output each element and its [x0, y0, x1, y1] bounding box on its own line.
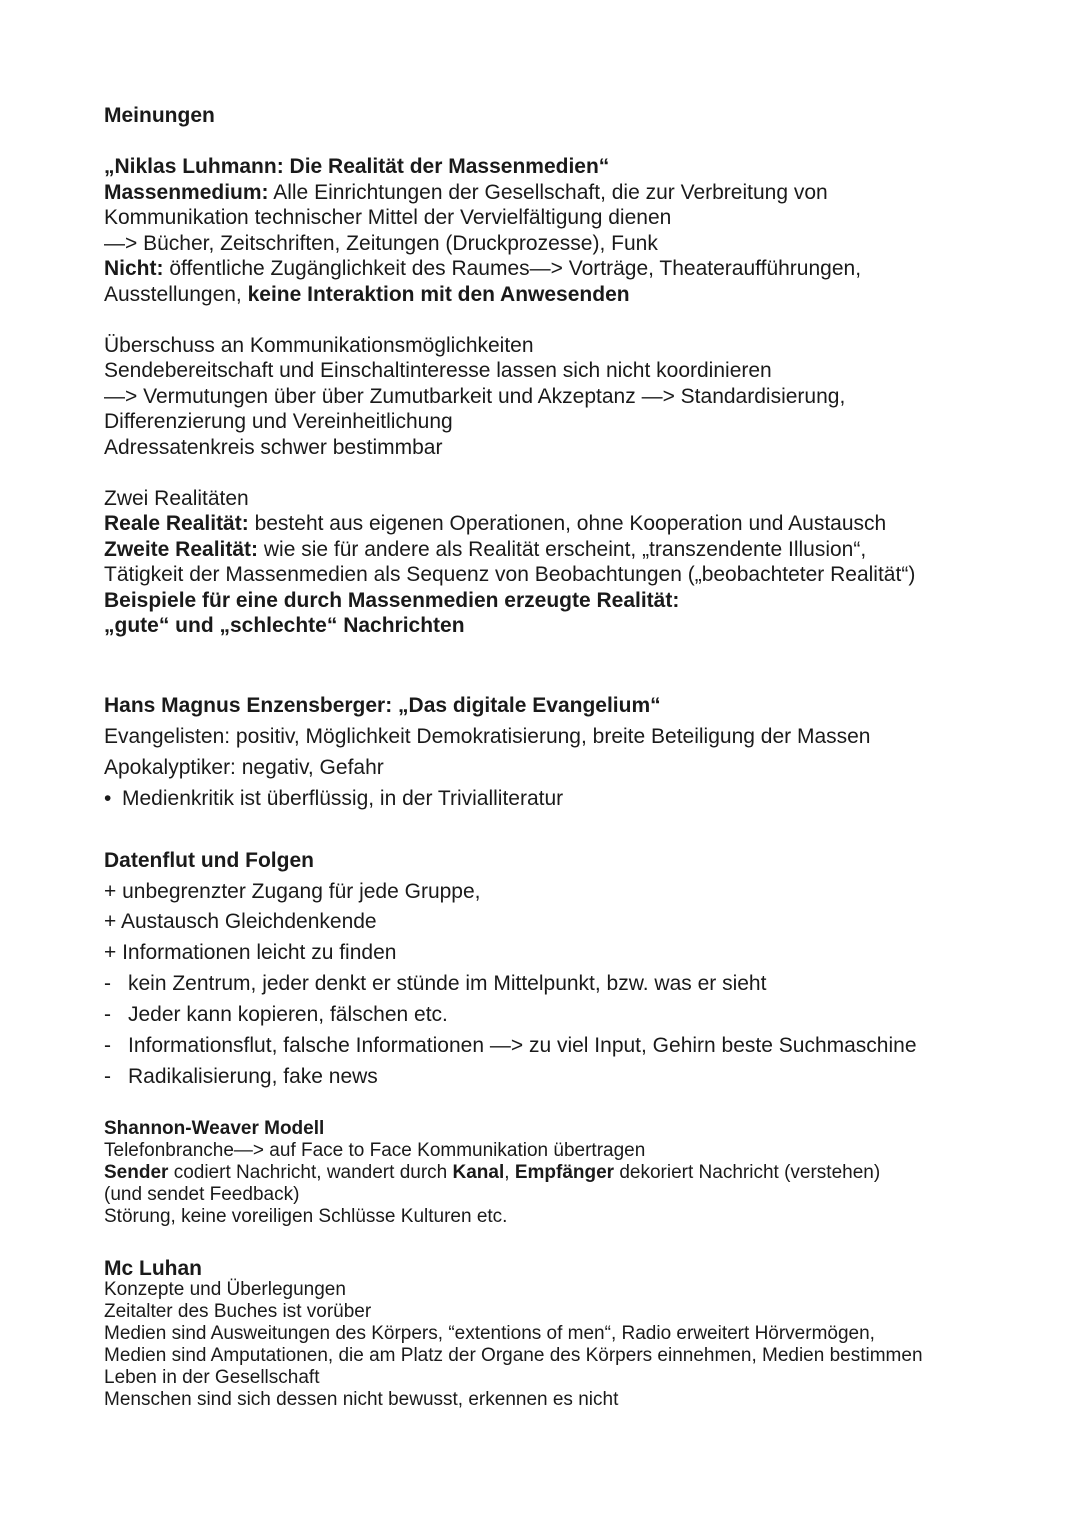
shannon-sender-line — [104, 1162, 880, 1184]
paragraph-line: Überschuss an Kommunikationsmöglichkeiten — [104, 334, 534, 357]
reale-realitaet-text: besteht aus eigenen Operationen, ohne Kooperation und Austausch — [248, 512, 887, 535]
shannon-text: codiert Nachricht, wandert durch — [168, 1162, 453, 1183]
plus-item: + Austausch Gleichdenkende — [104, 910, 377, 933]
zwei-realitaeten: Zwei Realitäten — [104, 487, 249, 510]
mcluhan-line: Leben in der Gesellschaft — [104, 1367, 320, 1388]
reale-realitaet — [104, 511, 886, 537]
minus-text: Informationsflut, falsche Informationen —> zu viel Input, Gehirn beste Suchmaschine — [128, 1034, 917, 1057]
shannon-title: Shannon-Weaver Modell — [104, 1118, 325, 1139]
nicht-line — [104, 256, 861, 282]
kanal-label: Kanal — [452, 1162, 505, 1183]
shannon-text: , — [504, 1162, 515, 1183]
page-heading: Meinungen — [104, 104, 215, 127]
minus-item — [104, 1030, 917, 1061]
shannon-line: (und sendet Feedback) — [104, 1184, 300, 1205]
massenmedium-label: Massenmedium: — [104, 181, 269, 204]
zweite-realitaet-label: Zweite Realität: — [104, 538, 259, 561]
massenmedium-definition — [104, 180, 828, 206]
sender-label: Sender — [104, 1162, 169, 1183]
nicht-text: öffentliche Zugänglichkeit des Raumes—> Vorträge, Theateraufführungen, — [163, 257, 862, 280]
mcluhan-line: Medien sind Amputationen, die am Platz der Organe des Körpers einnehmen, Medien bestimmen — [104, 1345, 923, 1366]
minus-text: kein Zentrum, jeder denkt er stünde im Mittelpunkt, bzw. was er sieht — [128, 972, 767, 995]
minus-item — [104, 1061, 378, 1092]
dash-icon: - — [104, 1003, 111, 1026]
datenflut-title: Datenflut und Folgen — [104, 849, 314, 872]
nachrichten-line: „gute“ und „schlechte“ Nachrichten — [104, 614, 465, 637]
zweite-realitaet-text: wie sie für andere als Realität erscheint, „transzendente Illusion“, — [258, 538, 867, 561]
massenmedium-definition-cont: Kommunikation technischer Mittel der Vervielfältigung dienen — [104, 206, 672, 229]
minus-text: Radikalisierung, fake news — [128, 1065, 378, 1088]
nicht-cont-text: Ausstellungen, — [104, 283, 248, 306]
dash-icon: - — [104, 1034, 111, 1057]
nicht-line-cont — [104, 282, 630, 308]
beispiele-heading: Beispiele für eine durch Massenmedien erzeugte Realität: — [104, 589, 680, 612]
shannon-line: Störung, keine voreiligen Schlüsse Kulturen etc. — [104, 1206, 508, 1227]
dash-icon: - — [104, 972, 111, 995]
paragraph-line: Adressatenkreis schwer bestimmbar — [104, 436, 443, 459]
paragraph-line: Sendebereitschaft und Einschaltinteresse lassen sich nicht koordinieren — [104, 359, 772, 382]
paragraph-line: Differenzierung und Vereinheitlichung — [104, 410, 453, 433]
reale-realitaet-label: Reale Realität: — [104, 512, 249, 535]
zweite-realitaet — [104, 537, 866, 563]
nicht-cont-bold: keine Interaktion mit den Anwesenden — [247, 283, 630, 306]
minus-item — [104, 968, 766, 999]
mcluhan-line: Zeitalter des Buches ist vorüber — [104, 1301, 372, 1322]
plus-item: + Informationen leicht zu finden — [104, 941, 397, 964]
minus-text: Jeder kann kopieren, fälschen etc. — [128, 1003, 448, 1026]
shannon-text: dekoriert Nachricht (verstehen) — [614, 1162, 881, 1183]
enzensberger-line: Evangelisten: positiv, Möglichkeit Demokratisierung, breite Beteiligung der Massen — [104, 725, 871, 748]
empfaenger-label: Empfänger — [514, 1162, 615, 1183]
enzensberger-title: Hans Magnus Enzensberger: „Das digitale Evangelium“ — [104, 694, 661, 717]
mcluhan-line: Menschen sind sich dessen nicht bewusst, erkennen es nicht — [104, 1389, 619, 1410]
bullet-text: Medienkritik ist überflüssig, in der Trivialliteratur — [122, 787, 564, 810]
luhmann-title: „Niklas Luhmann: Die Realität der Massenmedien“ — [104, 155, 610, 178]
dash-icon: - — [104, 1065, 111, 1088]
mcluhan-title: Mc Luhan — [104, 1257, 202, 1280]
enzensberger-line: Apokalyptiker: negativ, Gefahr — [104, 756, 384, 779]
zweite-realitaet-cont: Tätigkeit der Massenmedien als Sequenz von Beobachtungen („beobachteter Realität“) — [104, 563, 916, 586]
mcluhan-line: Medien sind Ausweitungen des Körpers, “extentions of men“, Radio erweitert Hörvermögen, — [104, 1323, 875, 1344]
plus-item: + unbegrenzter Zugang für jede Gruppe, — [104, 880, 481, 903]
shannon-line: Telefonbranche—> auf Face to Face Kommunikation übertragen — [104, 1140, 646, 1161]
minus-item — [104, 999, 448, 1030]
paragraph-line: —> Vermutungen über über Zumutbarkeit und Akzeptanz —> Standardisierung, — [104, 385, 846, 408]
enzensberger-bullet — [104, 783, 563, 814]
massenmedium-examples: —> Bücher, Zeitschriften, Zeitungen (Druckprozesse), Funk — [104, 232, 658, 255]
massenmedium-text: Alle Einrichtungen der Gesellschaft, die zur Verbreitung von — [268, 181, 828, 204]
mcluhan-line: Konzepte und Überlegungen — [104, 1279, 346, 1300]
bullet-icon: • — [104, 787, 112, 810]
nicht-label: Nicht: — [104, 257, 164, 280]
